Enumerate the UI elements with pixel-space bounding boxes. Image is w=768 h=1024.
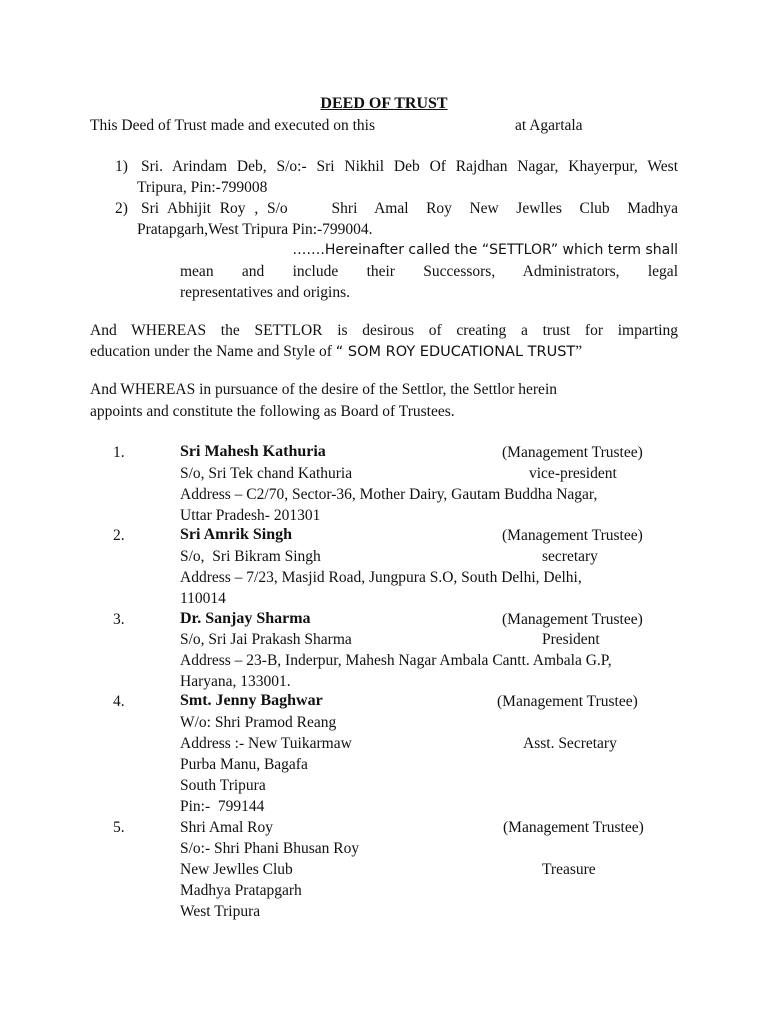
whereas-paragraph: appoints and constitute the following as Board of Trustees. (90, 403, 455, 420)
trustee-name: Shri Amal Roy (180, 819, 274, 836)
hereinafter-line: representatives and origins. (180, 284, 351, 301)
settlor-number: 2) (115, 200, 128, 217)
trustee-name: Dr. Sanjay Sharma (180, 610, 311, 627)
trustee-address: 110014 (180, 590, 226, 607)
trustee-address: Haryana, 133001. (180, 673, 291, 690)
trustee-name: Smt. Jenny Baghwar (180, 692, 323, 709)
trustee-address: Madhya Pratapgarh (180, 882, 302, 899)
trustee-type: (Management Trustee) (502, 527, 643, 544)
hereinafter-line: mean and include their Successors, Administrators, legal (180, 263, 678, 280)
trustee-relation: S/o, Sri Tek chand Kathuria (180, 465, 353, 482)
settlor-line: Pratapgarh,West Tripura Pin:-799004. (137, 221, 373, 238)
trustee-relation: W/o: Shri Pramod Reang (180, 714, 337, 731)
whereas-paragraph: And WHEREAS in pursuance of the desire of the Settlor, the Settlor herein (90, 381, 557, 398)
hereinafter-line: …….Hereinafter called the “SETTLOR” which term shall (292, 242, 678, 258)
trustee-address: Address – 23-B, Inderpur, Mahesh Nagar Ambala Cantt. Ambala G.P, (180, 652, 612, 669)
trustee-address: Pin:- 799144 (180, 798, 265, 815)
trustee-relation: S/o, Sri Bikram Singh (180, 548, 321, 565)
settlor-line: Tripura, Pin:-799008 (137, 179, 268, 196)
intro-place: at Agartala (515, 117, 583, 134)
trustee-address: West Tripura (180, 903, 261, 920)
trust-name: “ SOM ROY EDUCATIONAL TRUST (335, 344, 576, 360)
settlor-number: 1) (115, 158, 128, 175)
trustee-address: South Tripura (180, 777, 266, 794)
whereas-text: education under the Name and Style of (90, 343, 336, 360)
trustee-type: (Management Trustee) (497, 693, 638, 710)
trustee-name: Sri Mahesh Kathuria (180, 443, 326, 460)
trustee-address: Uttar Pradesh- 201301 (180, 507, 321, 524)
whereas-text: ” (575, 343, 583, 360)
trustee-address: New Jewlles Club (180, 861, 293, 878)
trustee-number: 4. (113, 693, 125, 710)
trustee-address: Address – C2/70, Sector-36, Mother Dairy, Gautam Buddha Nagar, (180, 486, 598, 503)
trustee-role: President (542, 631, 600, 648)
whereas-paragraph (90, 342, 582, 362)
trustee-relation: S/o, Sri Jai Prakash Sharma (180, 631, 352, 648)
trustee-name: Sri Amrik Singh (180, 526, 293, 543)
trustee-type: (Management Trustee) (503, 819, 644, 836)
trustee-number: 3. (113, 611, 125, 628)
trustee-address: Address :- New Tuikarmaw (180, 735, 352, 752)
settlor-line: Sri Abhijit Roy , S/o Shri Amal Roy New Jewlles Club Madhya (141, 200, 678, 217)
trustee-address: Address – 7/23, Masjid Road, Jungpura S.O, South Delhi, Delhi, (180, 569, 582, 586)
document-title: DEED OF TRUST (320, 95, 448, 112)
trustee-number: 1. (113, 444, 125, 461)
trustee-relation: S/o:- Shri Phani Bhusan Roy (180, 840, 360, 857)
trustee-address: Purba Manu, Bagafa (180, 756, 308, 773)
settlor-line: Sri. Arindam Deb, S/o:- Sri Nikhil Deb Of Rajdhan Nagar, Khayerpur, West (141, 158, 678, 175)
trustee-role: secretary (542, 548, 598, 565)
trustee-type: (Management Trustee) (502, 611, 643, 628)
trustee-number: 5. (113, 819, 125, 836)
intro-text: This Deed of Trust made and executed on this (90, 117, 375, 134)
trustee-role: Treasure (542, 861, 596, 878)
whereas-paragraph: And WHEREAS the SETTLOR is desirous of creating a trust for imparting (90, 322, 678, 339)
trustee-role: Asst. Secretary (523, 735, 617, 752)
trustee-type: (Management Trustee) (502, 444, 643, 461)
trustee-role: vice-president (529, 465, 617, 482)
trustee-number: 2. (113, 527, 125, 544)
